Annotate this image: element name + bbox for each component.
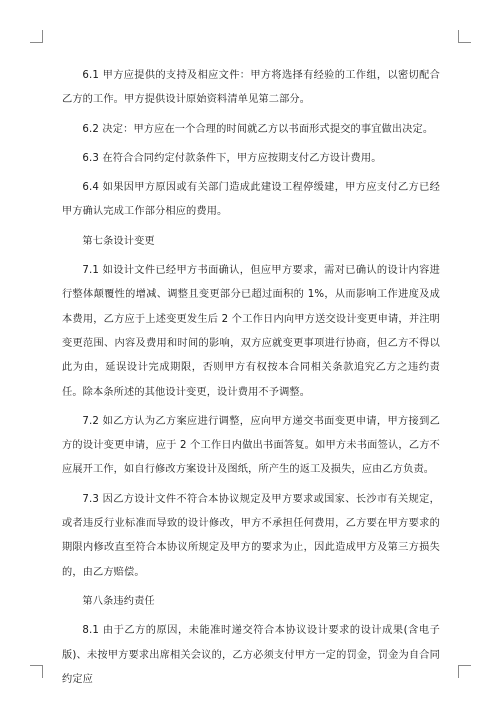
paragraph-7-1: 7.1 如设计文件已经甲方书面确认，但应甲方要求，需对已确认的设计内容进行整体颠覆性的增减、调整且变更部分已超过面积的 1%，从而影响工作进度及成本费用，乙方应于上述变更发生后 2 个工作日内向甲方送交设计变更申请，并注明变更范围、内容及费用和时间的影响，双方应就变更事项进行协商，但乙方不得以此为由，延误设计完成期限，否则甲方有权按本合同相关条款追究乙方之违约责任。除本条所述的其他设计变更，设计费用不予调整。: [62, 265, 440, 398]
section-heading-8: 第八条违约责任: [82, 595, 155, 607]
crop-mark-bottom-right: [458, 665, 471, 678]
paragraph-6-4: 6.4 如果因甲方原因或有关部门造成此建设工程停缓建，甲方应支付乙方已经甲方确认完成工作部分相应的费用。: [62, 182, 440, 218]
document-body: [62, 64, 440, 697]
crop-mark-bottom-left: [30, 665, 43, 678]
section-heading-7: 第七条设计变更: [82, 235, 155, 247]
crop-mark-top-right: [458, 30, 471, 43]
paragraph-6-1: 6.1 甲方应提供的支持及相应文件：甲方将选择有经验的工作组，以密切配合乙方的工作。甲方提供设计原始资料清单见第二部分。: [62, 70, 440, 106]
paragraph-8-1: 8.1 由于乙方的原因，未能准时递交符合本协议设计要求的设计成果(含电子版)、未按甲方要求出席相关会议的，乙方必须支付甲方一定的罚金，罚金为自合同约定应: [62, 625, 440, 685]
paragraph-7-3: 7.3 因乙方设计文件不符合本协议规定及甲方要求或国家、长沙市有关规定，或者违反行业标准而导致的设计修改，甲方不承担任何费用，乙方要在甲方要求的期限内修改直至符合本协议所规定及甲方的要求为止，因此造成甲方及第三方损失的，由乙方赔偿。: [62, 493, 440, 578]
crop-mark-top-left: [30, 30, 43, 43]
paragraph-6-2: 6.2 决定：甲方应在一个合理的时间就乙方以书面形式提交的事宜做出决定。: [82, 123, 434, 135]
paragraph-6-3: 6.3 在符合合同约定付款条件下，甲方应按期支付乙方设计费用。: [82, 152, 382, 164]
paragraph-7-2: 7.2 如乙方认为乙方案应进行调整，应向甲方递交书面变更申请，甲方接到乙方的设计变更申请，应于 2 个工作日内做出书面答复。如甲方未书面签认，乙方不应展开工作，如自行修改方案设计及图纸，所产生的返工及损失，应由乙方负责。: [62, 415, 440, 476]
